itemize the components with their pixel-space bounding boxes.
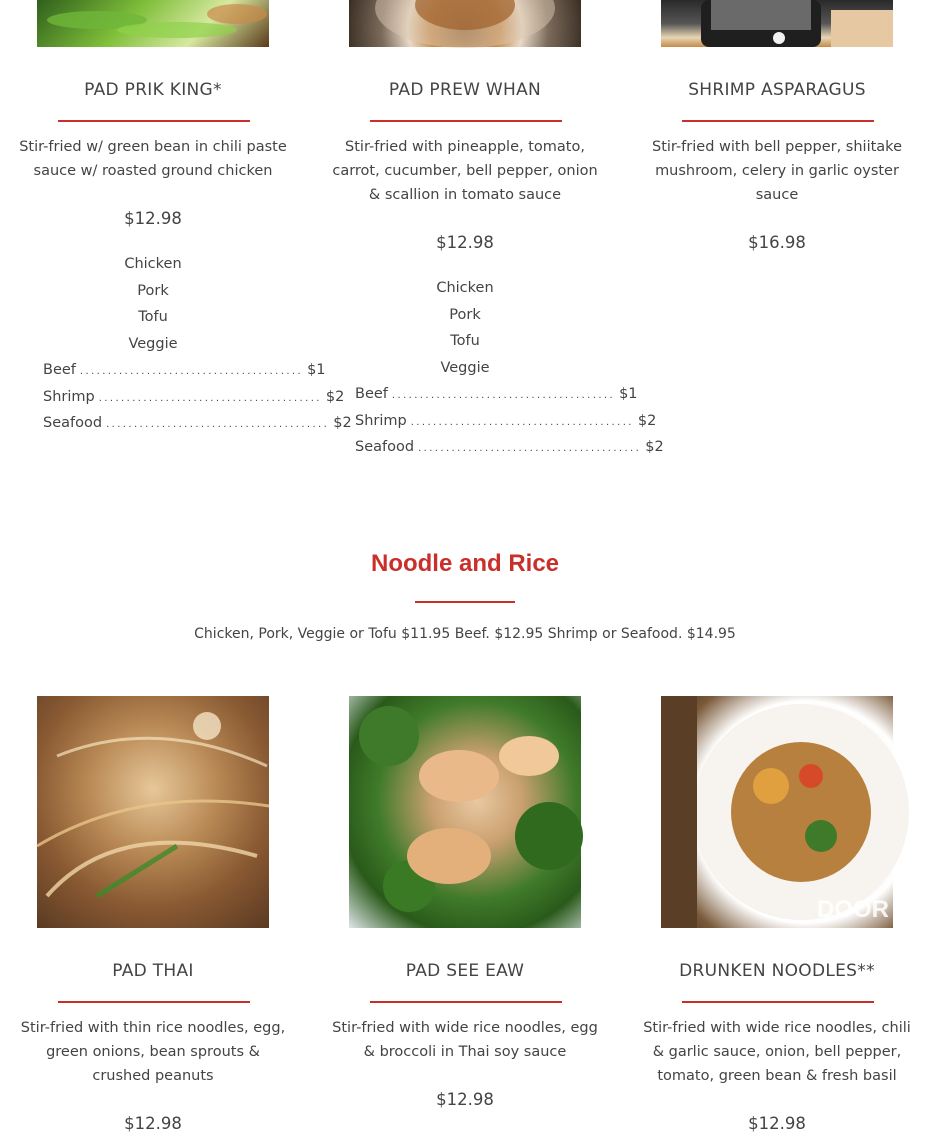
leader-dots: ........................................ — [106, 419, 330, 430]
addon-price: $2 — [333, 415, 352, 431]
leader-dots: ........................................ — [410, 417, 634, 428]
section-pricing-note: Chicken, Pork, Veggie or Tofu $11.95 Beef. $12.95 Shrimp or Seafood. $14.95 — [194, 626, 736, 642]
item-price: $16.98 — [748, 233, 806, 252]
protein-option: Veggie — [128, 336, 178, 352]
menu-item-pad-thai — [13, 696, 293, 1133]
item-name: DRUNKEN NOODLES** — [679, 961, 875, 981]
food-photo-icon — [37, 696, 269, 928]
item-description: Stir-fried with wide rice noodles, egg & broccoli in Thai soy sauce — [332, 1020, 598, 1060]
menu-item-drunken-noodles — [637, 696, 917, 1133]
pad-prew-whan-photo[interactable] — [349, 0, 581, 47]
protein-option: Pork — [137, 283, 169, 299]
food-photo-icon — [349, 696, 581, 928]
addon-label: Shrimp — [43, 389, 95, 405]
menu-item-pad-see-eaw — [325, 696, 605, 1120]
protein-option: Veggie — [440, 360, 490, 376]
addon-label: Seafood — [43, 415, 103, 431]
item-name: PAD PREW WHAN — [388, 80, 542, 100]
watermark-logo: DOOR — [817, 896, 889, 923]
title-divider — [682, 120, 874, 122]
menu-item-pad-prew-whan — [325, 0, 664, 480]
item-price: $12.98 — [124, 1114, 182, 1133]
item-description: Stir-fried with thin rice noodles, egg, green onions, bean sprouts & crushed peanuts — [20, 1020, 286, 1084]
item-name: SHRIMP ASPARAGUS — [688, 80, 866, 100]
addon-label: Seafood — [355, 439, 415, 455]
title-divider — [58, 120, 250, 122]
addon-label: Beef — [355, 386, 388, 402]
addon-price: $2 — [645, 439, 664, 455]
protein-option: Chicken — [124, 256, 182, 272]
leader-dots: ........................................ — [418, 443, 642, 454]
pad-see-eaw-photo[interactable] — [349, 696, 581, 928]
addon-price: $1 — [619, 386, 638, 402]
food-photo-icon — [349, 0, 581, 47]
pad-prik-king-photo[interactable] — [37, 0, 269, 47]
protein-option: Tofu — [138, 309, 168, 325]
addon-price: $2 — [325, 389, 345, 405]
title-divider — [682, 1001, 874, 1003]
item-price: $12.98 — [124, 209, 182, 228]
addon-label: Beef — [43, 362, 76, 378]
addon-row — [43, 415, 352, 435]
protein-option: Pork — [449, 307, 481, 323]
item-name: PAD THAI — [112, 961, 194, 981]
item-description: Stir-fried with wide rice noodles, chili & garlic sauce, onion, bell pepper, tomato, green bean & fresh basil — [643, 1020, 911, 1084]
item-description: Stir-fried w/ green bean in chili paste sauce w/ roasted ground chicken — [19, 139, 287, 179]
addon-row — [355, 386, 638, 406]
addon-row — [355, 439, 664, 459]
pad-thai-photo[interactable] — [37, 696, 269, 928]
title-divider — [370, 1001, 562, 1003]
shrimp-asparagus-photo[interactable] — [661, 0, 893, 47]
addon-price: $1 — [307, 362, 326, 378]
food-photo-icon — [661, 0, 893, 47]
title-divider — [370, 120, 562, 122]
leader-dots: ........................................ — [79, 366, 304, 377]
item-name: PAD PRIK KING* — [84, 80, 222, 100]
leader-dots: ........................................ — [98, 393, 322, 404]
addon-row — [355, 413, 657, 433]
section-divider — [415, 601, 515, 603]
item-description: Stir-fried with pineapple, tomato, carrot, cucumber, bell pepper, onion & scallion in tomato sauce — [332, 139, 598, 203]
item-price: $12.98 — [748, 1114, 806, 1133]
addon-price: $2 — [637, 413, 657, 429]
addon-label: Shrimp — [355, 413, 407, 429]
item-description: Stir-fried with bell pepper, shiitake mushroom, celery in garlic oyster sauce — [652, 139, 902, 203]
addon-row — [43, 362, 326, 382]
section-title: Noodle and Rice — [370, 550, 560, 577]
protein-option: Chicken — [436, 280, 494, 296]
addon-row — [43, 389, 345, 409]
protein-option: Tofu — [450, 333, 480, 349]
item-price: $12.98 — [436, 1090, 494, 1109]
item-name: PAD SEE EAW — [405, 961, 525, 981]
item-price: $12.98 — [436, 233, 494, 252]
food-photo-icon — [37, 0, 269, 47]
drunken-noodles-photo[interactable] — [661, 696, 893, 928]
menu-item-shrimp-asparagus — [637, 0, 917, 270]
menu-item-pad-prik-king — [13, 0, 352, 460]
leader-dots: ........................................ — [391, 390, 616, 401]
title-divider — [58, 1001, 250, 1003]
food-photo-icon — [661, 696, 893, 928]
